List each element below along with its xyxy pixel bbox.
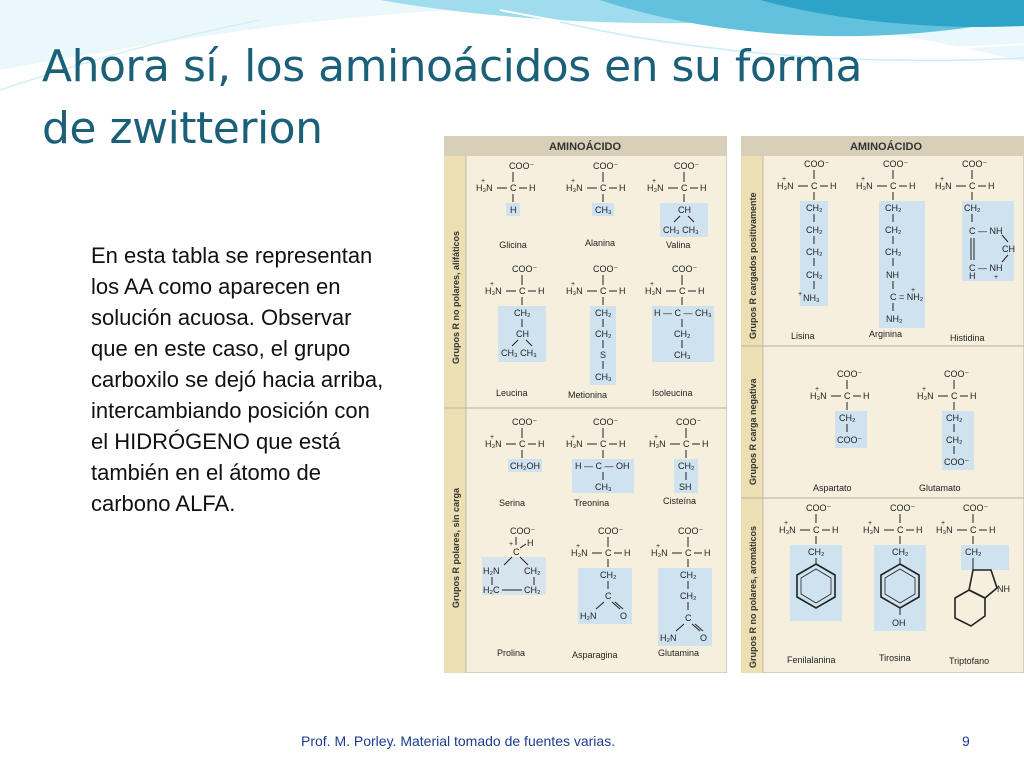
svg-text:+: + [509,541,514,548]
svg-text:+: + [911,287,916,294]
svg-text:H: H [830,181,837,191]
svg-text:COO⁻: COO⁻ [837,435,863,445]
svg-text:C: C [813,525,820,535]
svg-text:CH₂: CH₂ [806,270,823,280]
aa-coo: COO⁻ [509,161,535,171]
aa-name: Serina [499,498,526,508]
svg-text:C: C [600,183,607,193]
footer-credit: Prof. M. Porley. Material tomado de fuentes varias. [301,733,616,749]
svg-text:H₃N: H₃N [485,439,502,449]
svg-text:+: + [922,386,927,393]
svg-text:CH: CH [678,205,691,215]
svg-text:COO⁻: COO⁻ [512,417,538,427]
svg-text:C: C [600,439,607,449]
svg-text:+: + [571,434,576,441]
svg-text:+: + [571,281,576,288]
svg-text:C: C [685,548,692,558]
svg-text:C: C [685,613,692,623]
svg-text:CH₂: CH₂ [514,308,531,318]
svg-text:+: + [784,520,789,527]
svg-text:CH₂: CH₂ [595,308,612,318]
svg-text:+: + [656,543,661,550]
svg-text:H₃N: H₃N [810,391,827,401]
svg-text:COO⁻: COO⁻ [510,526,536,536]
svg-text:H₃N: H₃N [935,181,952,191]
svg-text:C: C [600,286,607,296]
svg-text:CH₂: CH₂ [600,570,617,580]
svg-text:H: H [538,286,545,296]
svg-text:H: H [863,391,870,401]
svg-text:H: H [527,538,534,548]
svg-text:CH₂: CH₂ [680,570,697,580]
svg-text:H₃N: H₃N [777,181,794,191]
svg-text:C: C [519,439,526,449]
svg-text:COO⁻: COO⁻ [944,369,970,379]
svg-text:+: + [868,520,873,527]
svg-text:H: H [538,439,545,449]
svg-text:COO⁻: COO⁻ [512,264,538,274]
aa-name: Isoleucina [652,388,693,398]
svg-text:H: H [619,183,626,193]
svg-text:CH₂: CH₂ [678,461,695,471]
svg-text:COO⁻: COO⁻ [598,526,624,536]
svg-text:SH: SH [679,482,692,492]
svg-text:+: + [782,176,787,183]
svg-text:C: C [969,181,976,191]
amino-acid-table-right [741,136,1024,673]
svg-text:H: H [619,286,626,296]
svg-text:COO⁻: COO⁻ [806,503,832,513]
group-label-polar-uncharged: Grupos R polares, sin carga [451,487,461,608]
svg-text:+: + [650,281,655,288]
svg-text:+: + [941,520,946,527]
svg-text:CH₂: CH₂ [680,591,697,601]
group-label-aliphatic: Grupos R no polares, alifáticos [451,230,461,364]
aa-name: Leucina [496,388,528,398]
svg-text:H: H [702,439,709,449]
svg-text:+: + [994,274,999,281]
svg-text:H₃N: H₃N [566,183,583,193]
svg-text:H₃N: H₃N [863,525,880,535]
svg-text:H₃N: H₃N [917,391,934,401]
table-left-header: AMINOÁCIDO [548,141,622,153]
svg-text:NH: NH [997,584,1010,594]
svg-text:CH₂: CH₂ [964,203,981,213]
svg-text:COO⁻: COO⁻ [804,159,830,169]
svg-text:H: H [624,548,631,558]
svg-text:COO⁻: COO⁻ [593,417,619,427]
svg-text:H₃N: H₃N [647,183,664,193]
svg-text:H₃N: H₃N [566,286,583,296]
svg-text:H: H [969,271,976,281]
svg-text:H₃N: H₃N [476,183,493,193]
svg-text:+: + [861,176,866,183]
svg-text:H: H [832,525,839,535]
svg-text:COO⁻: COO⁻ [672,264,698,274]
table-right-header: AMINOÁCIDO [849,141,923,153]
svg-text:CH: CH [516,329,529,339]
svg-text:CH₂: CH₂ [946,413,963,423]
aa-name: Valina [666,240,691,250]
svg-text:C: C [513,547,520,557]
group-label-aromatic: Grupos R no polares, aromáticos [748,525,758,668]
aa-name: Aspartato [813,483,852,493]
svg-text:COO⁻: COO⁻ [676,417,702,427]
svg-text:H₂N: H₂N [580,611,597,621]
svg-text:H: H [700,183,707,193]
svg-text:H: H [510,205,517,215]
svg-text:H₃N: H₃N [779,525,796,535]
svg-text:C: C [897,525,904,535]
svg-text:C: C [679,286,686,296]
svg-text:COO⁻: COO⁻ [593,161,619,171]
svg-text:C: C [890,181,897,191]
svg-text:C — NH: C — NH [969,226,1003,236]
aa-name: Glicina [499,240,527,250]
svg-text:NH₃: NH₃ [803,293,820,303]
svg-text:+: + [571,178,576,185]
svg-text:CH₃: CH₃ [674,350,691,360]
aa-name: Alanina [585,238,616,248]
svg-text:COO⁻: COO⁻ [944,457,970,467]
svg-text:C: C [970,525,977,535]
svg-text:CH₂: CH₂ [674,329,691,339]
svg-text:CH₂: CH₂ [965,547,982,557]
svg-text:H: H [704,548,711,558]
svg-text:COO⁻: COO⁻ [963,503,989,513]
svg-text:H₃N: H₃N [649,439,666,449]
svg-text:H — C — CH₃: H — C — CH₃ [654,308,712,318]
svg-text:H₂C: H₂C [483,585,500,595]
svg-text:C: C [844,391,851,401]
svg-text:CH: CH [1002,244,1015,254]
svg-text:O: O [700,633,708,643]
title-line-1: Ahora sí, los aminoácidos en su forma [42,41,862,92]
svg-text:CH₂: CH₂ [524,585,541,595]
svg-text:O: O [620,611,628,621]
svg-text:CH₃: CH₃ [595,482,612,492]
svg-text:H: H [619,439,626,449]
svg-text:C: C [681,183,688,193]
svg-text:CH₂: CH₂ [892,547,909,557]
svg-text:CH₂: CH₂ [808,547,825,557]
svg-text:H: H [989,525,996,535]
amino-acid-table-left [444,136,727,673]
svg-text:H: H [529,183,536,193]
svg-text:H₃N: H₃N [856,181,873,191]
page-number: 9 [962,733,970,749]
svg-text:+: + [576,543,581,550]
svg-text:COO⁻: COO⁻ [890,503,916,513]
svg-text:+: + [940,176,945,183]
svg-text:H₃N: H₃N [651,548,668,558]
svg-text:+: + [798,291,803,298]
aa-name: Lisina [791,331,815,341]
svg-text:S: S [600,350,607,360]
svg-text:C: C [605,591,612,601]
svg-text:H₂N: H₂N [483,566,500,576]
svg-text:+: + [490,281,495,288]
aa-name: Metionina [568,390,608,400]
svg-text:H₃N: H₃N [566,439,583,449]
aa-name: Cisteína [663,496,697,506]
svg-text:H: H [916,525,923,535]
svg-text:CH₃ CH₃: CH₃ CH₃ [663,225,699,235]
svg-text:COO⁻: COO⁻ [962,159,988,169]
svg-text:H: H [988,181,995,191]
svg-text:NH₂: NH₂ [886,314,903,324]
title-line-2: de zwitterion [42,103,323,154]
svg-text:C: C [510,183,517,193]
svg-text:CH₂: CH₂ [524,566,541,576]
aa-name: Arginina [869,329,903,339]
svg-text:CH₂: CH₂ [839,413,856,423]
aa-name: Treonina [574,498,610,508]
svg-text:H₃N: H₃N [645,286,662,296]
aa-name: Glutamina [658,648,700,658]
svg-text:COO⁻: COO⁻ [837,369,863,379]
svg-text:CH₂: CH₂ [806,225,823,235]
svg-text:C: C [519,286,526,296]
svg-text:CH₂: CH₂ [885,247,902,257]
aa-name: Prolina [497,648,526,658]
svg-text:H — C — OH: H — C — OH [575,461,630,471]
svg-text:H: H [970,391,977,401]
aa-name: Fenilalanina [787,655,836,665]
slide-body-text: En esta tabla se representan los AA como aparecen en solución acuosa. Observar que en este caso, el grupo carboxilo se dejó hacia arriba, intercambiando posición con el HIDRÓGENO que está también en el átomo de carbono ALFA. [91,243,384,516]
svg-text:COO⁻: COO⁻ [593,264,619,274]
aa-name: Triptofano [949,656,990,666]
svg-text:H₂N: H₂N [660,633,677,643]
svg-text:CH₂: CH₂ [806,203,823,213]
svg-text:H₃N: H₃N [936,525,953,535]
svg-text:H₃N: H₃N [571,548,588,558]
svg-text:C: C [605,548,612,558]
svg-text:C — NH: C — NH [969,263,1003,273]
svg-text:C: C [811,181,818,191]
aa-name: Glutamato [919,483,961,493]
svg-text:CH₂: CH₂ [946,435,963,445]
svg-text:COO⁻: COO⁻ [883,159,909,169]
svg-text:H₃N: H₃N [485,286,502,296]
svg-text:CH₃: CH₃ [595,372,612,382]
svg-text:C: C [683,439,690,449]
svg-text:CH₂OH: CH₂OH [510,461,540,471]
svg-text:CH₃: CH₃ [595,205,612,215]
svg-text:CH₃ CH₃: CH₃ CH₃ [501,348,537,358]
svg-text:+: + [481,178,486,185]
svg-text:C: C [951,391,958,401]
svg-text:+: + [815,386,820,393]
svg-text:CH₂: CH₂ [806,247,823,257]
svg-text:NH: NH [886,270,899,280]
aa-name: Asparagina [572,650,618,660]
group-label-positive: Grupos R cargados positivamente [748,192,758,339]
group-label-negative: Grupos R carga negativa [748,378,758,485]
svg-text:CH₂: CH₂ [885,203,902,213]
svg-text:COO⁻: COO⁻ [674,161,700,171]
svg-text:CH₂: CH₂ [595,329,612,339]
svg-text:+: + [654,434,659,441]
aa-name: Tirosina [879,653,911,663]
aa-name: Histidina [950,333,985,343]
svg-text:CH₂: CH₂ [885,225,902,235]
svg-text:H: H [698,286,705,296]
svg-text:+: + [490,434,495,441]
svg-text:OH: OH [892,618,906,628]
svg-text:+: + [652,178,657,185]
svg-text:C = NH₂: C = NH₂ [890,292,924,302]
svg-text:COO⁻: COO⁻ [678,526,704,536]
svg-text:H: H [909,181,916,191]
